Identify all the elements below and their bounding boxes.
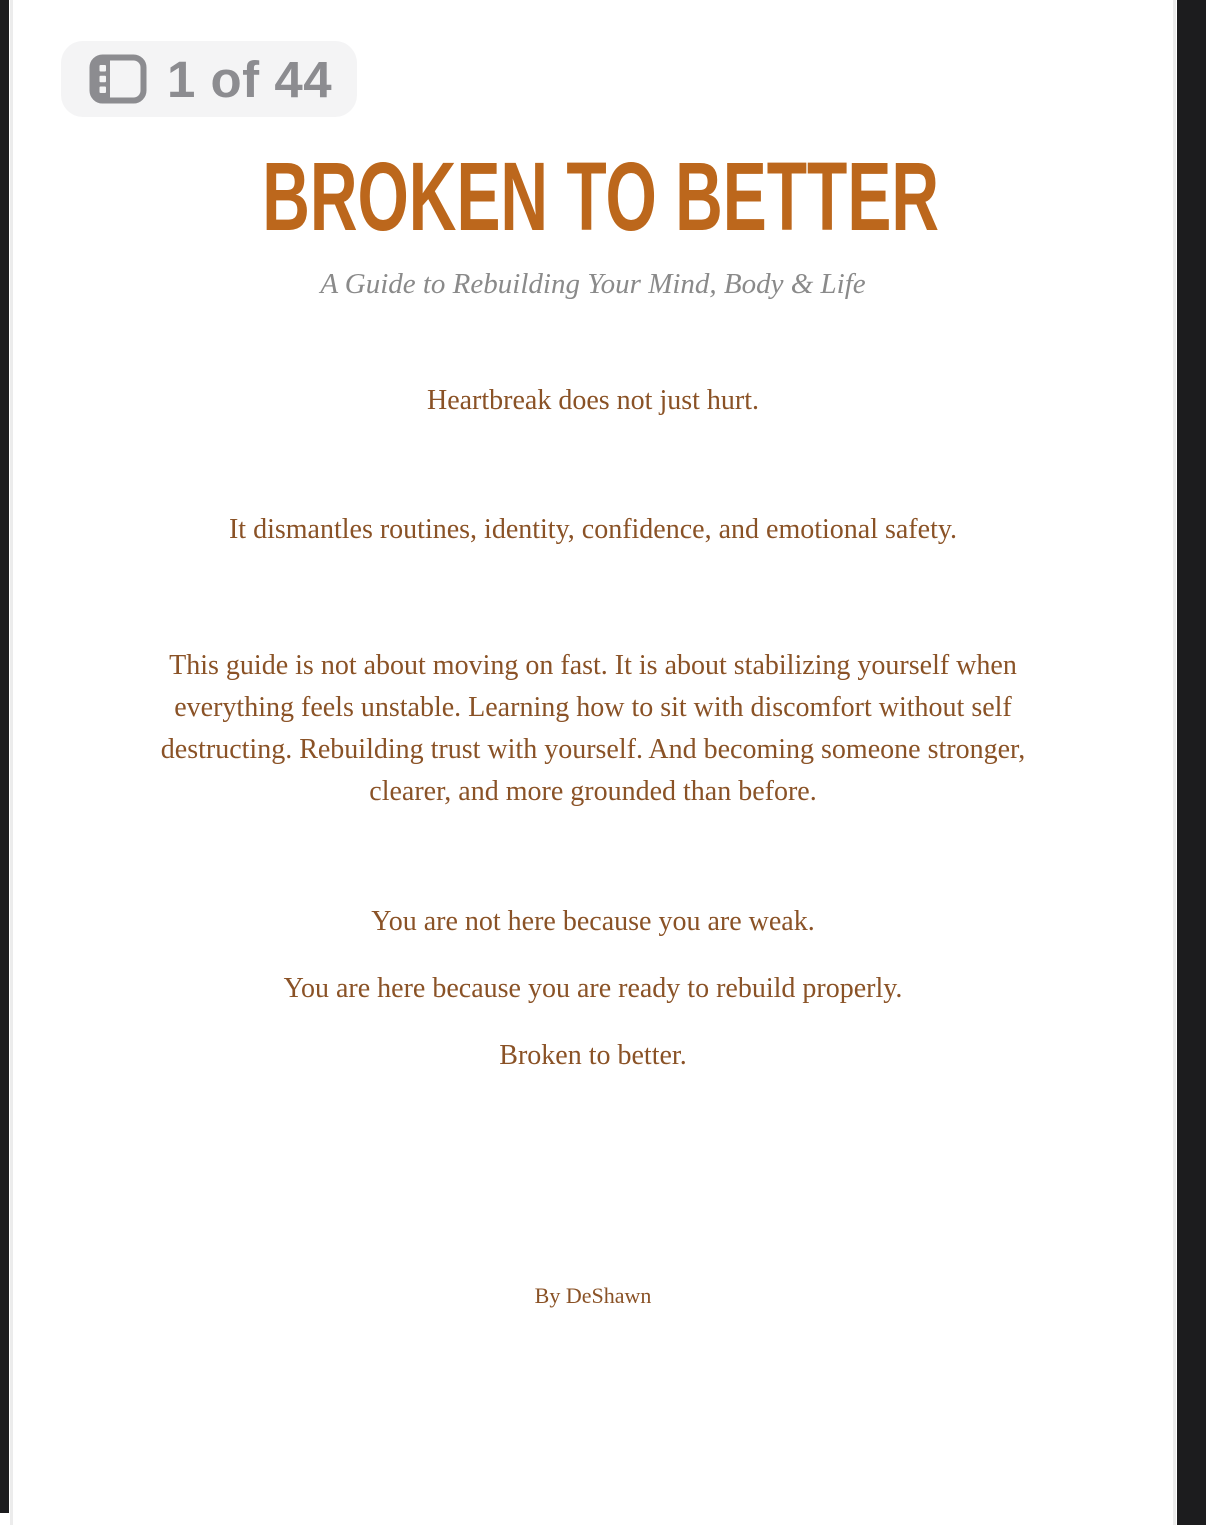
document-subtitle: A Guide to Rebuilding Your Mind, Body & Life: [320, 268, 866, 300]
body-paragraph: It dismantles routines, identity, confidence, and emotional safety.: [228, 514, 958, 545]
body-paragraph: You are not here because you are weak.: [371, 906, 815, 937]
page-indicator-label: 1 of 44: [167, 50, 333, 108]
app-background-left-edge: [0, 0, 9, 1513]
body-paragraph: You are here because you are ready to rebuild properly.: [283, 973, 903, 1004]
document-page: [13, 0, 1173, 1525]
body-paragraph: Heartbreak does not just hurt.: [426, 385, 760, 416]
page-right-edge-line: [1173, 0, 1176, 1525]
document-title: BROKEN TO BETTER: [262, 142, 939, 251]
author-byline: By DeShawn: [534, 1283, 652, 1308]
body-paragraph: Broken to better.: [499, 1040, 687, 1071]
body-paragraph: This guide is not about moving on fast. It is about stabilizing yourself when everything feels unstable. Learning how to sit with discomfort without self destructing. Rebuilding trust with yourself. And becoming someone stronger, clearer, and more grounded than before.: [160, 650, 1026, 807]
app-background-right-edge: [1177, 0, 1206, 1525]
